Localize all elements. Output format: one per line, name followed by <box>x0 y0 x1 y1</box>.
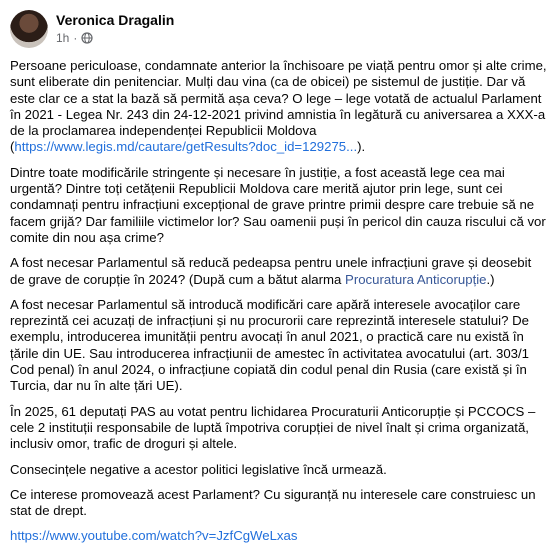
globe-icon[interactable] <box>81 32 93 44</box>
meta-separator: · <box>73 31 78 45</box>
paragraph-7: Ce interese promovează acest Parlament? Cu siguranță nu interesele care construiesc un stat de drept. <box>10 486 536 519</box>
legis-link[interactable]: https://www.legis.md/cautare/getResults?doc_id=129275... <box>14 139 358 155</box>
paragraph-4: A fost necesar Parlamentul să introducă modificări care apără interesele avocaților care reprezintă cei acuzați de infracțiuni și nu procurorii care reprezintă interesele statului? De exemplu, introducerea imunității pentru avocați în anul 2021, o practică care nu există în țările din UE. Sau introducerea infracțiunii de amestec în activitatea avocatului (art. 303/1 Cod penal) în anul 2024, o infracțiune copiată din codul penal din Rusia (care există și în Turcia, dar nu în alte țări UE). <box>10 296 529 394</box>
author-avatar[interactable] <box>10 10 48 48</box>
paragraph-6: Consecințele negative a acestor politici legislative încă urmează. <box>10 461 387 477</box>
paragraph-3-text: A fost necesar Parlamentul să reducă pedeapsa pentru unele infracțiuni grave și deosebit de grave de corupție în 2024? (După cum a bătut alarma <box>10 255 532 287</box>
paragraph-5: În 2025, 61 deputați PAS au votat pentru lichidarea Procuraturii Anticorupție și PCCOCS – cele 2 instituții responsabile de luptă împotriva corupției de nivel înalt și crima organizată, inclusiv omor, trafic de droguri și altele. <box>10 403 536 452</box>
author-name[interactable]: Veronica Dragalin <box>56 12 175 28</box>
paragraph-2: Dintre toate modificările stringente și necesare în justiție, a fost această lege cea mai urgentă? Dintre toți cetățenii Republicii Moldova care merită ajutor prin lege, sunt cei condamnați pentru infracțiuni excepțional de grave printre primii despre care trebuie să ne facem grijă? Dar familiile victimelor lor? Sau oamenii puși în pericol din cauza riscului că vor comite din nou așa crime? <box>10 164 546 245</box>
post-body <box>10 58 547 545</box>
procuratura-anticoruptie-mention[interactable]: Procuratura Anticorupție <box>345 271 487 287</box>
post-header <box>10 10 547 48</box>
paragraph-3 <box>10 255 547 288</box>
author-info <box>56 12 174 46</box>
paragraph-1-text: Persoane periculoase, condamnate anterior la închisoare pe viață pentru omor și alte crime, sunt eliberate din penitenciar. Mulți dau vina (ca de obicei) pe sistemul de justiție. Dar vă este clar ce a stat la bază să permită așa ceva? O lege – lege votată de actualul Parlament în 2021 - Legea Nr. 243 din 24-12-2021 privind amnistia în legătură cu aniversarea a XXX-a de la proclamarea independenței Republicii Moldova ( <box>10 58 547 155</box>
youtube-link[interactable]: https://www.youtube.com/watch?v=JzfCgWeLxas <box>10 528 298 544</box>
paragraph-1-end: ). <box>357 139 366 155</box>
paragraph-8 <box>10 528 547 544</box>
paragraph-1 <box>10 58 547 156</box>
post-time[interactable]: 1h <box>56 31 70 45</box>
post-meta <box>56 30 174 46</box>
paragraph-3-end: .) <box>486 271 495 287</box>
